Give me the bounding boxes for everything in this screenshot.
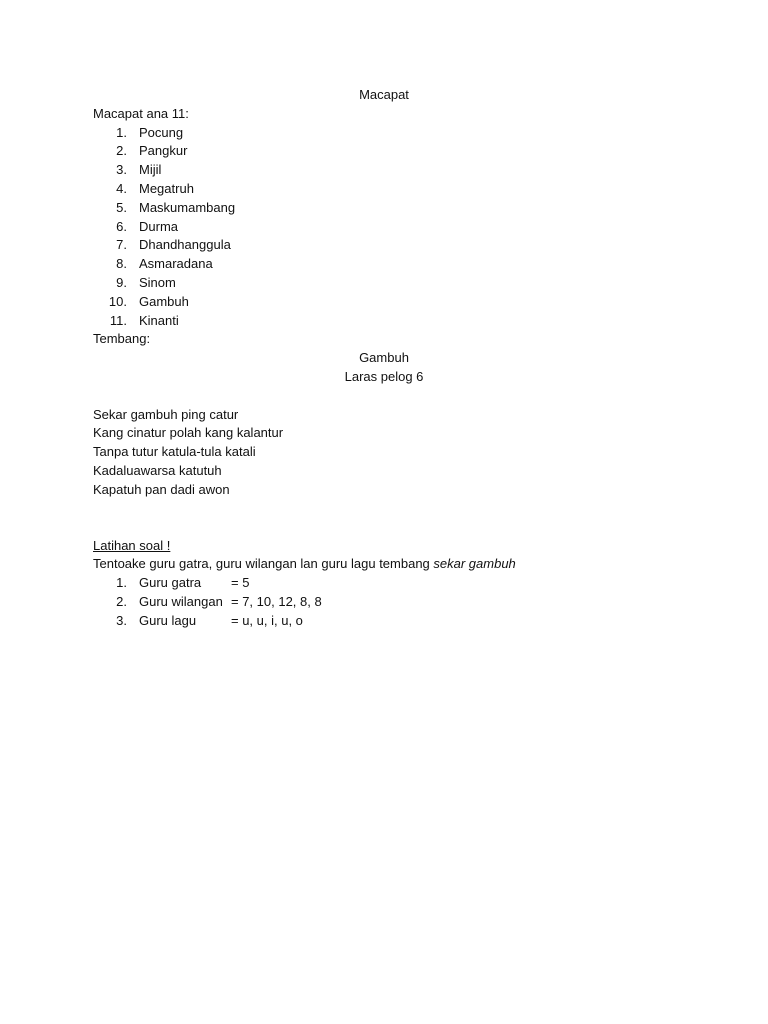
lyric-line: Kang cinatur polah kang kalantur	[93, 425, 284, 441]
list-item: 8. Asmaradana	[116, 256, 213, 272]
song-lyrics	[93, 406, 673, 500]
list-item: 11. Kinanti	[109, 312, 179, 328]
list-item: 4. Megatruh	[116, 180, 194, 196]
list-item: 6. Durma	[116, 218, 179, 234]
answer-list	[93, 574, 673, 630]
tembang-label: Tembang:	[93, 331, 151, 347]
list-item: 7. Dhandhanggula	[116, 237, 231, 253]
song-subtitle: Laras pelog 6	[344, 368, 424, 384]
document-content	[93, 86, 673, 631]
list-item: 2. Pangkur	[116, 143, 188, 159]
exercise-heading: Latihan soal !	[93, 537, 171, 553]
spacer	[93, 387, 673, 406]
list-item: 9. Sinom	[116, 274, 176, 290]
list-item: 5. Maskumambang	[116, 199, 236, 215]
list-item: 3. Guru lagu = u, u, i, u, o	[116, 612, 303, 628]
list-item: 10. Gambuh	[108, 293, 189, 309]
list-item: 2. Guru wilangan = 7, 10, 12, 8, 8	[116, 593, 322, 609]
list-item: 3. Mijil	[116, 162, 162, 178]
song-title: Gambuh	[359, 350, 409, 366]
macapat-intro: Macapat ana 11:	[93, 105, 189, 121]
lyric-line: Sekar gambuh ping catur	[93, 406, 239, 422]
document-title: Macapat	[359, 87, 409, 102]
lyric-line: Kadaluawarsa katutuh	[93, 462, 222, 478]
lyric-line: Tanpa tutur katula-tula katali	[93, 444, 256, 460]
lyric-line: Kapatuh pan dadi awon	[93, 481, 230, 497]
list-item: 1. Guru gatra = 5	[116, 575, 250, 591]
list-item: 1. Pocung	[116, 124, 184, 140]
spacer	[93, 500, 673, 537]
macapat-list	[93, 124, 673, 331]
exercise-question: Tentoake guru gatra, guru wilangan lan guru lagu tembang sekar gambuh	[93, 556, 516, 572]
